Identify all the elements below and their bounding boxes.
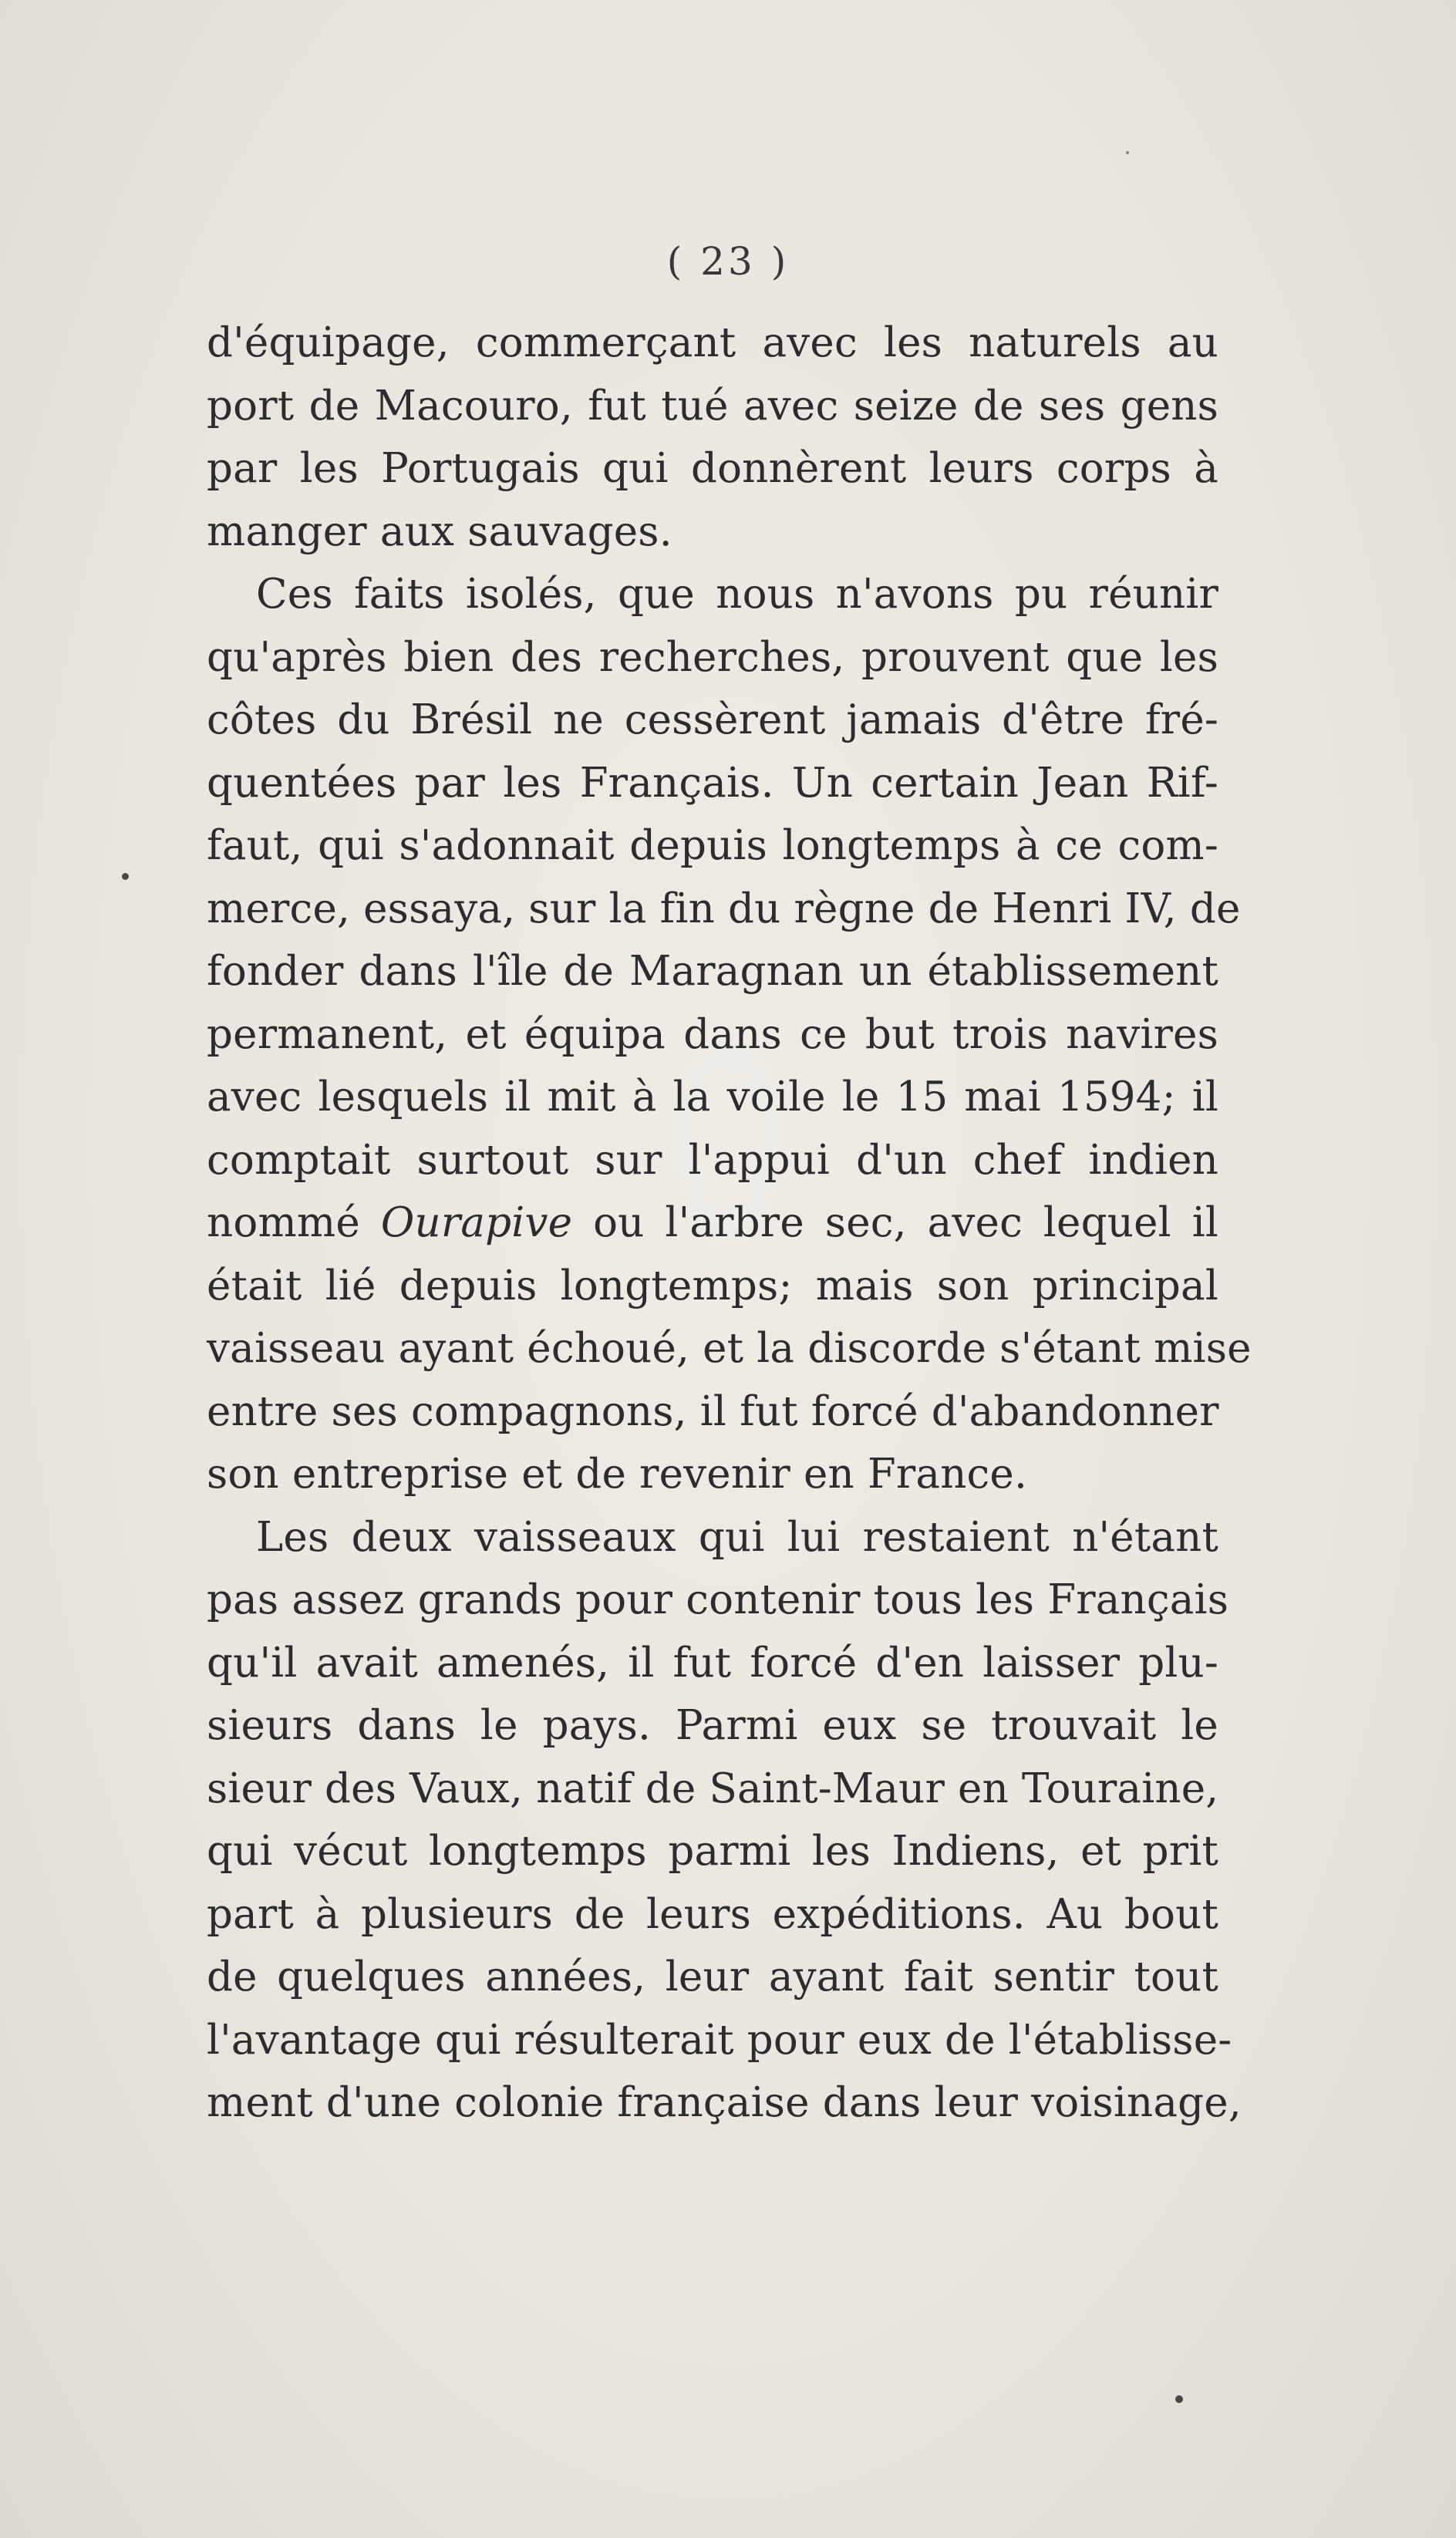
text-line: port de Macouro, fut tué avec seize de ses gens [207,382,1218,430]
text-line: l'avantage qui résulterait pour eux de l'établisse- [207,2016,1232,2064]
text-line: côtes du Brésil ne cessèrent jamais d'être fré- [207,696,1218,743]
text-line: fonder dans l'île de Maragnan un établissement [207,948,1218,995]
paper-speck [1126,151,1129,154]
text-line: qui vécut longtemps parmi les Indiens, et prit [207,1828,1218,1875]
text-line: était lié depuis longtemps; mais son principal [207,1262,1218,1309]
text-line: pas assez grands pour contenir tous les Français [207,1576,1229,1623]
text-line: de quelques années, leur ayant fait sentir tout [207,1953,1218,2000]
text-segment: ou l'arbre sec, avec lequel il [572,1199,1218,1246]
text-line: Ces faits isolés, que nous n'avons pu réunir [256,571,1218,618]
text-line: vaisseau ayant échoué, et la discorde s'étant mise [207,1325,1252,1372]
text-line: avec lesquels il mit à la voile le 15 mai 1594; il [207,1074,1218,1121]
text-line: son entreprise et de revenir en France. [207,1451,1028,1498]
italic-name: Ourapive [380,1199,573,1246]
text-line: sieurs dans le pays. Parmi eux se trouvait le [207,1702,1218,1749]
text-line: merce, essaya, sur la fin du règne de Henri IV, de [207,885,1241,932]
text-line: entre ses compagnons, il fut forcé d'abandonner [207,1387,1219,1435]
text-line [207,1191,1218,1255]
text-line: par les Portugais qui donnèrent leurs corps à [207,445,1218,492]
paper-speck [1175,2395,1183,2403]
body-text [207,312,1252,2135]
text-line: manger aux sauvages. [207,507,672,555]
text-line: ment d'une colonie française dans leur voisinage, [207,2079,1242,2126]
text-line: d'équipage, commerçant avec les naturels au [207,319,1218,366]
text-line: quentées par les Français. Un certain Jean Rif- [207,759,1218,807]
text-line: part à plusieurs de leurs expéditions. Au bout [207,1890,1218,1938]
text-line: faut, qui s'adonnait depuis longtemps à ce com- [207,822,1218,869]
text-line: comptait surtout sur l'appui d'un chef indien [207,1136,1218,1184]
page-number: ( 23 ) [666,239,790,284]
text-segment: nommé [207,1199,381,1246]
text-line: qu'il avait amenés, il fut forcé d'en laisser plu- [207,1639,1218,1687]
text-line: sieur des Vaux, natif de Saint-Maur en Touraine, [207,1764,1219,1812]
paper-speck [122,873,129,880]
text-line: permanent, et équipa dans ce but trois navires [207,1010,1218,1058]
text-line: qu'après bien des recherches, prouvent que les [207,633,1218,681]
text-line: Les deux vaisseaux qui lui restaient n'étant [256,1513,1218,1561]
